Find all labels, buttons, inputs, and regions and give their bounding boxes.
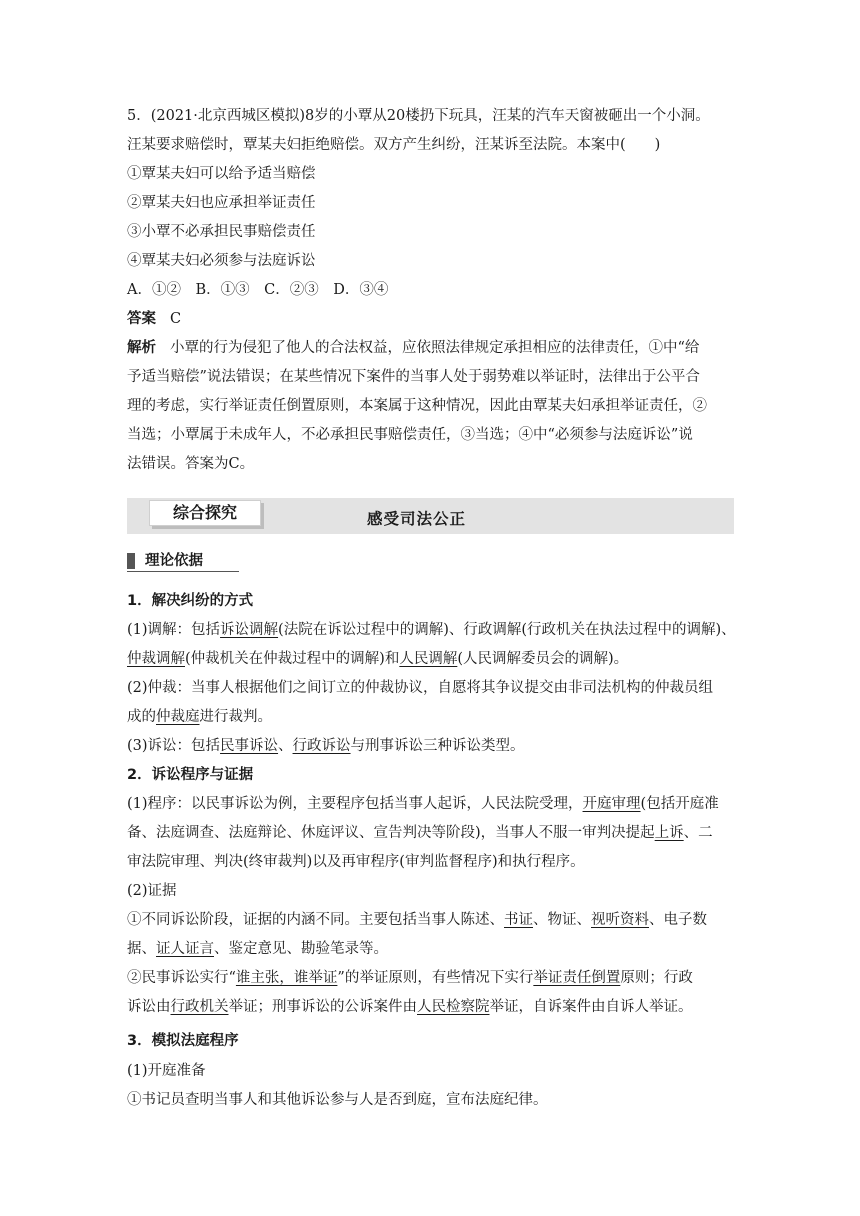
option-statement: ②覃某夫妇也应承担举证责任 <box>127 195 316 211</box>
paragraph-line: 据、证人证言、鉴定意见、勘验笔录等。 <box>127 941 388 957</box>
paragraph-line: 诉讼由行政机关举证；刑事诉讼的公诉案件由人民检察院举证，自诉案件由自诉人举证。 <box>127 999 693 1015</box>
underlined-term: 行政机关 <box>170 999 229 1015</box>
paragraph-line: 备、法庭调查、法庭辩论、休庭评议、宣告判决等阶段)，当事人不服一审判决提起上诉、二 <box>127 825 713 841</box>
underlined-term: 视听资料 <box>591 912 649 928</box>
subheading: 3．模拟法庭程序 <box>127 1033 239 1049</box>
paragraph-line: 仲裁调解(仲裁机关在仲裁过程中的调解)和人民调解(人民调解委员会的调解)。 <box>127 651 629 667</box>
answer-line <box>127 309 181 329</box>
underlined-term: 仲裁调解 <box>127 651 185 667</box>
underlined-term: 书证 <box>504 912 533 928</box>
answer-choices: A．①② B．①③ C．②③ D．③④ <box>127 282 389 298</box>
explanation-label: 解析 <box>127 340 156 356</box>
option-statement: ①覃某夫妇可以给予适当赔偿 <box>127 166 316 182</box>
underlined-term: 民事诉讼 <box>220 738 279 754</box>
paragraph-line: 成的仲裁庭进行裁判。 <box>127 709 272 725</box>
explanation-line: 当选；小覃属于未成年人，不必承担民事赔偿责任，③当选；④中“必须参与法庭诉讼”说 <box>127 427 693 443</box>
answer-value: C <box>170 311 182 327</box>
underlined-term: 诉讼调解 <box>220 622 279 638</box>
underlined-term: 谁主张，谁举证 <box>235 970 338 986</box>
underlined-term: 证人证言 <box>156 941 214 957</box>
paragraph-line: ②民事诉讼实行“谁主张，谁举证”的举证原则，有些情况下实行举证责任倒置原则；行政 <box>127 970 693 986</box>
paragraph-line: (1)开庭准备 <box>127 1063 206 1079</box>
paragraph-line: ①书记员查明当事人和其他诉讼参与人是否到庭，宣布法庭纪律。 <box>127 1092 548 1108</box>
explanation-line: 予适当赔偿”说法错误；在某些情况下案件的当事人处于弱势难以举证时，法律出于公平合 <box>127 369 700 385</box>
paragraph-line: (2)仲裁：当事人根据他们之间订立的仲裁协议，自愿将其争议提交由非司法机构的仲裁员组 <box>127 680 714 696</box>
subheading: 1．解决纠纷的方式 <box>127 593 254 609</box>
underlined-term: 人民检察院 <box>417 999 490 1015</box>
paragraph-line: (2)证据 <box>127 883 177 899</box>
option-statement: ④覃某夫妇必须参与法庭诉讼 <box>127 253 316 269</box>
explanation-line: 法错误。答案为C。 <box>127 456 255 472</box>
underlined-term: 举证责任倒置 <box>533 970 621 986</box>
paragraph-line: 审法院审理、判决(终审裁判)以及再审程序(审判监督程序)和执行程序。 <box>127 854 585 870</box>
heading-marker <box>127 553 135 569</box>
underlined-term: 开庭审理 <box>582 796 641 812</box>
question-stem-line: 5．(2021·北京西城区模拟)8岁的小覃从20楼扔下玩具，汪某的汽车天窗被砸出一个小洞。 <box>127 108 710 124</box>
subheading: 2．诉讼程序与证据 <box>127 767 254 783</box>
explanation-text: 小覃的行为侵犯了他人的合法权益，应依照法律规定承担相应的法律责任，①中“给 <box>170 340 700 356</box>
underlined-term: 人民调解 <box>399 651 458 667</box>
section-heading-text: 理论依据 <box>145 553 203 569</box>
paragraph-line: (3)诉讼：包括民事诉讼、行政诉讼与刑事诉讼三种诉讼类型。 <box>127 738 525 754</box>
option-statement: ③小覃不必承担民事赔偿责任 <box>127 224 316 240</box>
banner-title: 感受司法公正 <box>367 510 467 528</box>
underlined-term: 仲裁庭 <box>156 709 200 725</box>
explanation-line <box>127 338 699 358</box>
answer-label: 答案 <box>127 311 156 327</box>
paragraph-line: (1)调解：包括诉讼调解(法院在诉讼过程中的调解)、行政调解(行政机关在执法过程中的调解)、 <box>127 622 736 638</box>
underlined-term: 上诉 <box>654 825 684 841</box>
paragraph-line: ①不同诉讼阶段，证据的内涵不同。主要包括当事人陈述、书证、物证、视听资料、电子数 <box>127 912 707 928</box>
section-banner <box>127 498 734 534</box>
section-heading <box>127 551 239 572</box>
explanation-line: 理的考虑，实行举证责任倒置原则，本案属于这种情况，因此由覃某夫妇承担举证责任，② <box>127 398 707 414</box>
paragraph-line: (1)程序：以民事诉讼为例，主要程序包括当事人起诉，人民法院受理，开庭审理(包括开庭准 <box>127 796 719 812</box>
underlined-term: 行政诉讼 <box>292 738 351 754</box>
banner-tag: 综合探究 <box>149 500 261 526</box>
question-stem-line: 汪某要求赔偿时，覃某夫妇拒绝赔偿。双方产生纠纷，汪某诉至法院。本案中( ) <box>127 137 661 153</box>
